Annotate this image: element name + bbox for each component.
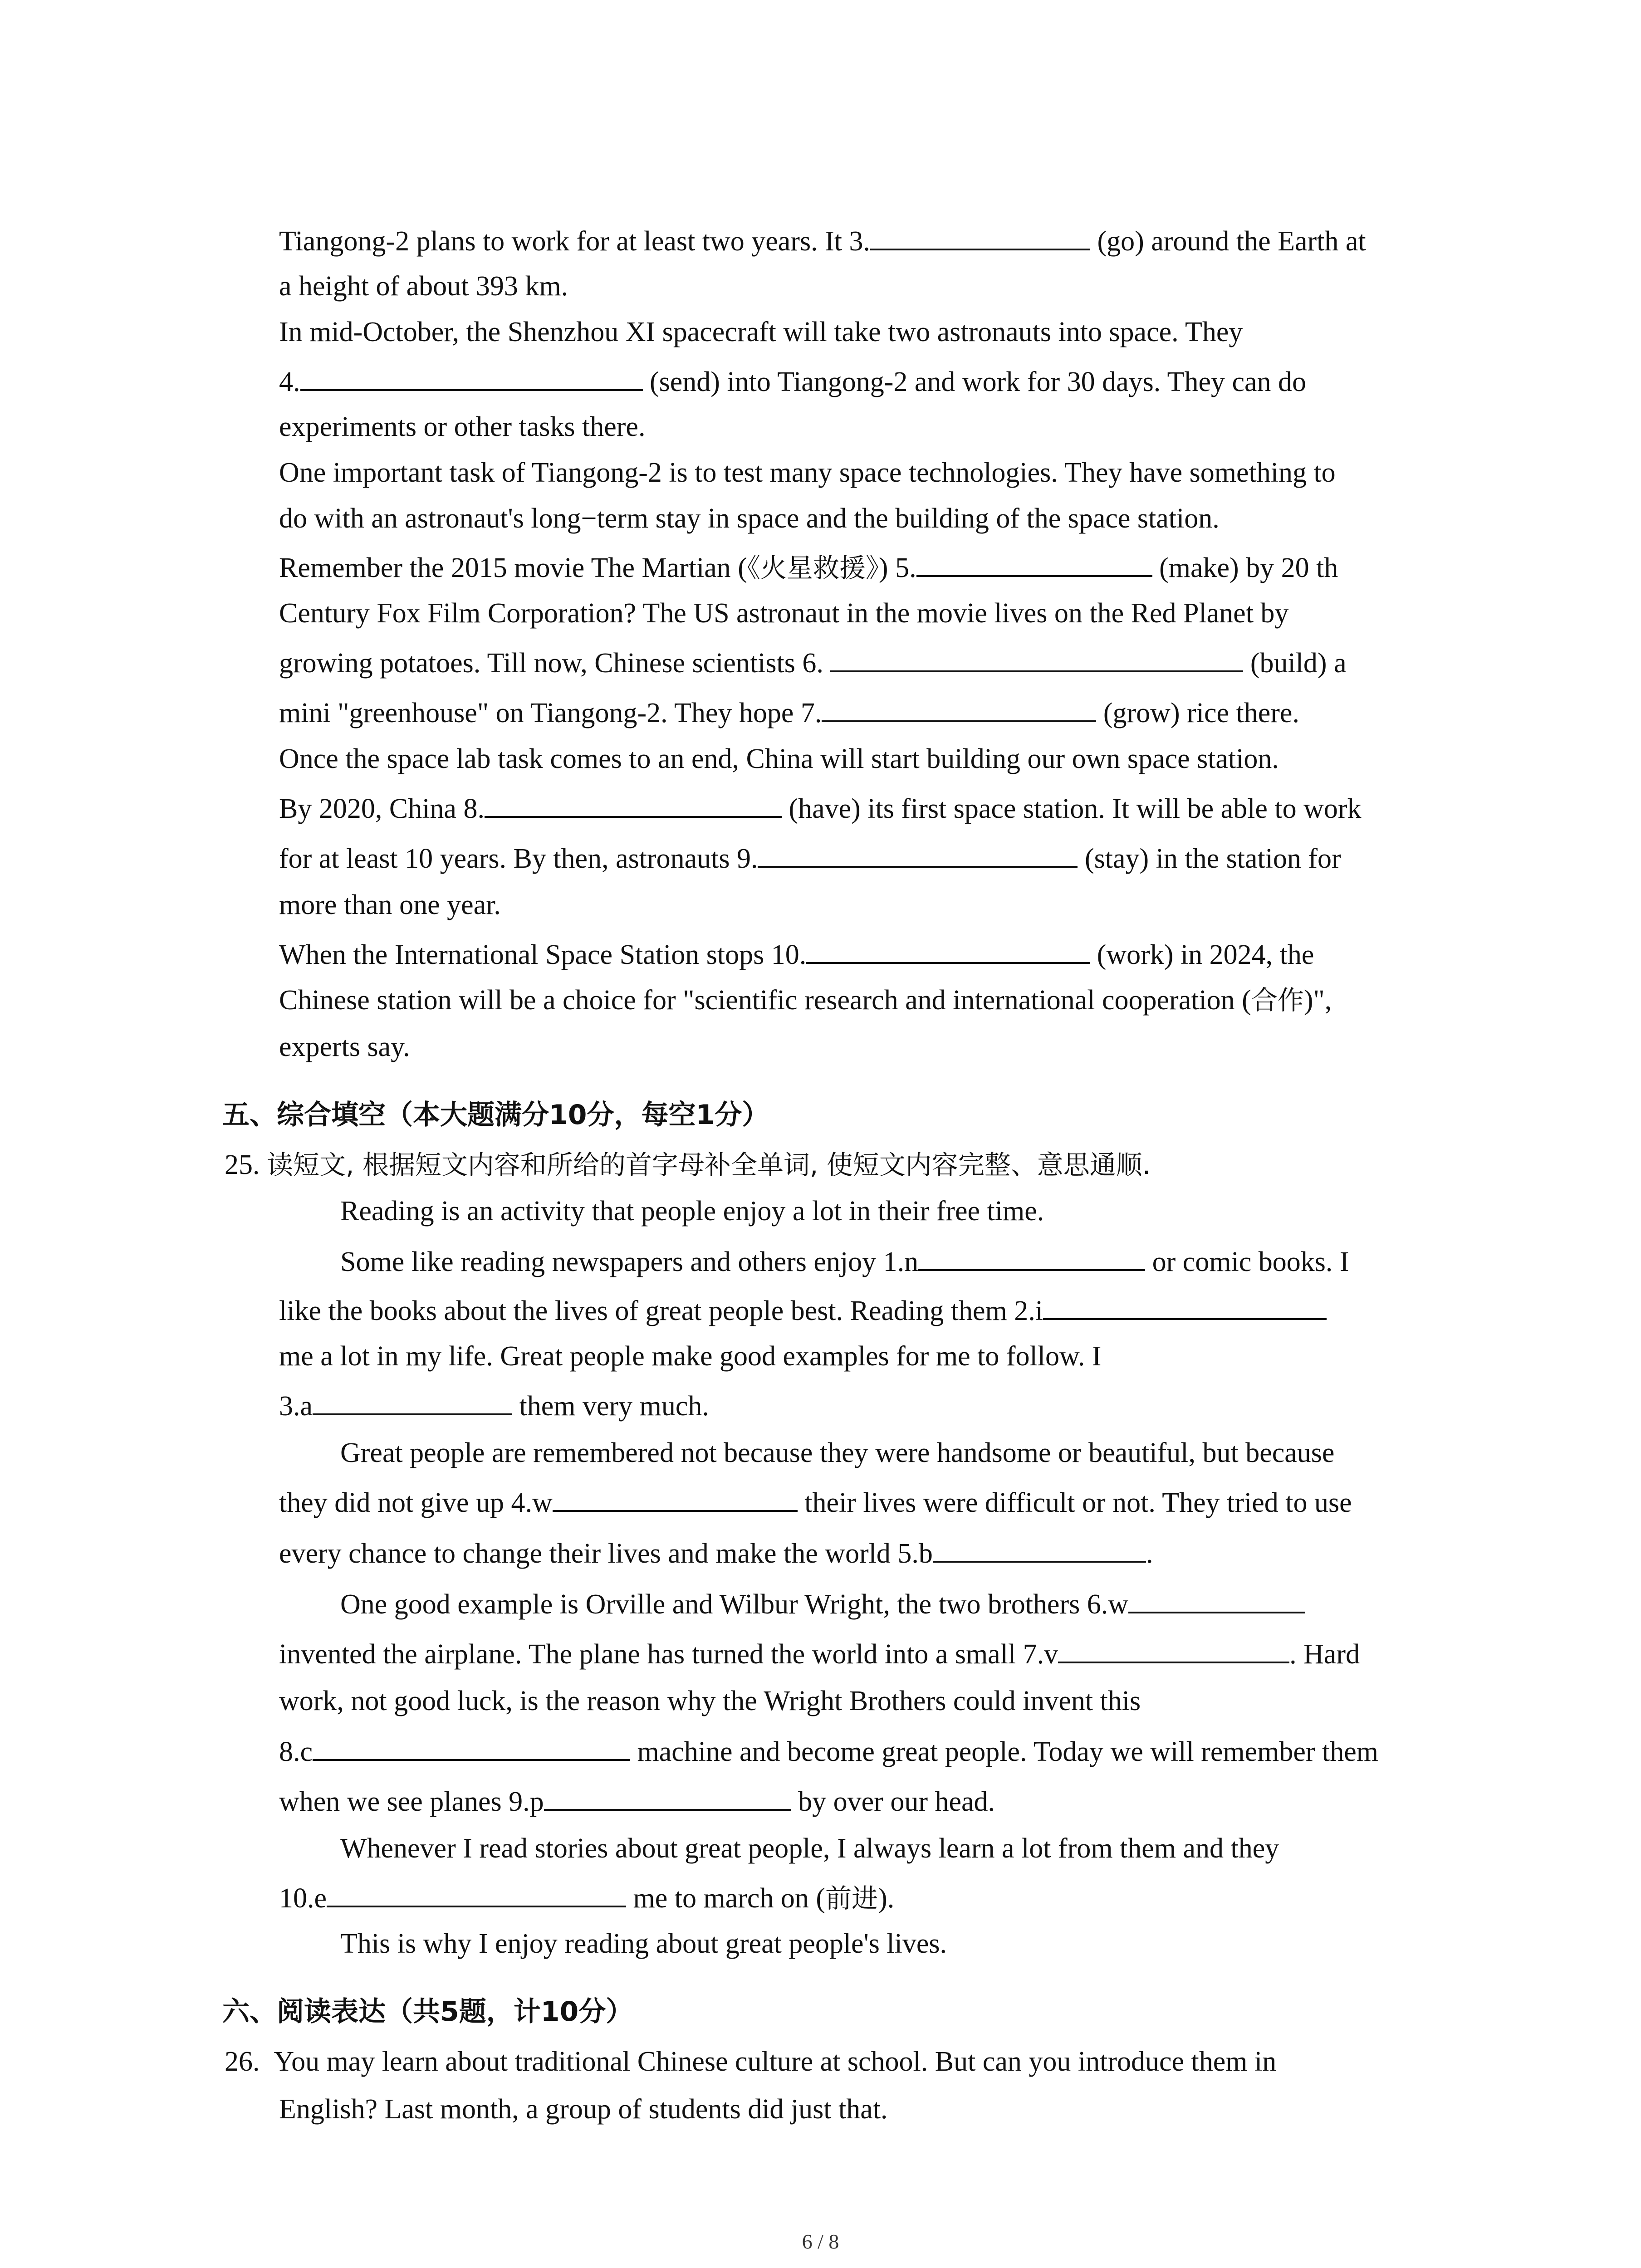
cloze-line-11: work, not good luck, is the reason why the Wright Brothers could invent this xyxy=(279,1686,1141,1716)
passage-line-17: Chinese station will be a choice for "scientific research and international cooperation (合作)", xyxy=(279,985,1332,1016)
section-5-heading: 五、综合填空（本大题满分10分，每空1分） xyxy=(222,1099,769,1131)
answer-blank-9[interactable] xyxy=(758,840,1078,868)
passage-line-1: Tiangong-2 plans to work for at least two years. It 3. (go) around the Earth at xyxy=(279,222,1366,259)
passage-line-16: When the International Space Station stops 10. (work) in 2024, the xyxy=(279,936,1314,973)
cloze-blank-7[interactable] xyxy=(1058,1635,1289,1663)
cloze-line-13: when we see planes 9.p by over our head. xyxy=(279,1783,995,1820)
question-25-instruction: 25. 读短文, 根据短文内容和所给的首字母补全单词, 使短文内容完整、意思通顺. xyxy=(225,1149,1151,1180)
question-26-line-2: English? Last month, a group of students did just that. xyxy=(279,2094,888,2125)
cloze-line-15: 10.e me to march on (前进). xyxy=(279,1879,894,1916)
passage-line-15: more than one year. xyxy=(279,890,501,920)
passage-line-8: Remember the 2015 movie The Martian (《火星救援》) 5. (make) by 20 th xyxy=(279,549,1338,586)
answer-blank-8[interactable] xyxy=(485,790,782,818)
cloze-line-14: Whenever I read stories about great people, I always learn a lot from them and they xyxy=(340,1833,1279,1864)
passage-line-12: Once the space lab task comes to an end, China will start building our own space station. xyxy=(279,743,1279,774)
answer-blank-4[interactable] xyxy=(300,363,643,391)
answer-blank-7[interactable] xyxy=(822,694,1096,722)
passage-line-5: experiments or other tasks there. xyxy=(279,411,646,442)
passage-line-13: By 2020, China 8. (have) its first space station. It will be able to work xyxy=(279,790,1362,827)
cloze-blank-1[interactable] xyxy=(918,1243,1145,1271)
cloze-blank-2[interactable] xyxy=(1043,1292,1327,1320)
passage-line-6: One important task of Tiangong-2 is to test many space technologies. They have something to xyxy=(279,457,1336,488)
passage-line-4: 4. (send) into Tiangong-2 and work for 30 days. They can do xyxy=(279,363,1306,400)
passage-line-18: experts say. xyxy=(279,1031,410,1062)
cloze-blank-6[interactable] xyxy=(1128,1585,1305,1613)
cloze-line-16: This is why I enjoy reading about great people's lives. xyxy=(340,1928,947,1959)
cloze-line-3: like the books about the lives of great people best. Reading them 2.i xyxy=(279,1292,1327,1329)
passage-line-14: for at least 10 years. By then, astronauts 9. (stay) in the station for xyxy=(279,840,1341,877)
passage-line-2: a height of about 393 km. xyxy=(279,271,568,302)
page-number: 6 / 8 xyxy=(802,2230,839,2253)
passage-line-11: mini "greenhouse" on Tiangong-2. They hope 7. (grow) rice there. xyxy=(279,694,1299,731)
cloze-blank-3[interactable] xyxy=(313,1387,512,1415)
passage-line-9: Century Fox Film Corporation? The US astronaut in the movie lives on the Red Planet by xyxy=(279,598,1289,629)
cloze-line-8: every chance to change their lives and make the world 5.b . xyxy=(279,1535,1153,1572)
cloze-line-2: Some like reading newspapers and others enjoy 1.n or comic books. I xyxy=(340,1243,1349,1280)
cloze-line-4: me a lot in my life. Great people make good examples for me to follow. I xyxy=(279,1341,1102,1372)
cloze-blank-5[interactable] xyxy=(933,1535,1146,1563)
answer-blank-6[interactable] xyxy=(830,644,1243,672)
cloze-line-12: 8.c machine and become great people. Today we will remember them xyxy=(279,1733,1378,1770)
passage-line-10: growing potatoes. Till now, Chinese scientists 6. (build) a xyxy=(279,644,1347,681)
answer-blank-5[interactable] xyxy=(916,549,1152,577)
answer-blank-10[interactable] xyxy=(806,936,1090,964)
answer-blank-3[interactable] xyxy=(870,222,1090,250)
cloze-blank-10[interactable] xyxy=(327,1879,626,1907)
passage-line-7: do with an astronaut's long−term stay in space and the building of the space station. xyxy=(279,503,1220,534)
section-6-heading: 六、阅读表达（共5题，计10分） xyxy=(222,1996,633,2028)
cloze-blank-9[interactable] xyxy=(544,1783,791,1811)
cloze-line-6: Great people are remembered not because they were handsome or beautiful, but because xyxy=(340,1437,1335,1468)
passage-line-3: In mid-October, the Shenzhou XI spacecraft will take two astronauts into space. They xyxy=(279,317,1243,347)
cloze-line-9: One good example is Orville and Wilbur Wright, the two brothers 6.w xyxy=(340,1585,1305,1623)
cloze-blank-8[interactable] xyxy=(313,1733,630,1761)
cloze-line-10: invented the airplane. The plane has turned the world into a small 7.v . Hard xyxy=(279,1635,1360,1672)
cloze-line-5: 3.a them very much. xyxy=(279,1387,709,1424)
cloze-line-1: Reading is an activity that people enjoy a lot in their free time. xyxy=(340,1196,1044,1227)
cloze-line-7: they did not give up 4.w their lives were difficult or not. They tried to use xyxy=(279,1484,1352,1521)
cloze-blank-4[interactable] xyxy=(553,1484,798,1512)
question-26-line-1: 26. You may learn about traditional Chinese culture at school. But can you introduce them in xyxy=(225,2046,1277,2077)
